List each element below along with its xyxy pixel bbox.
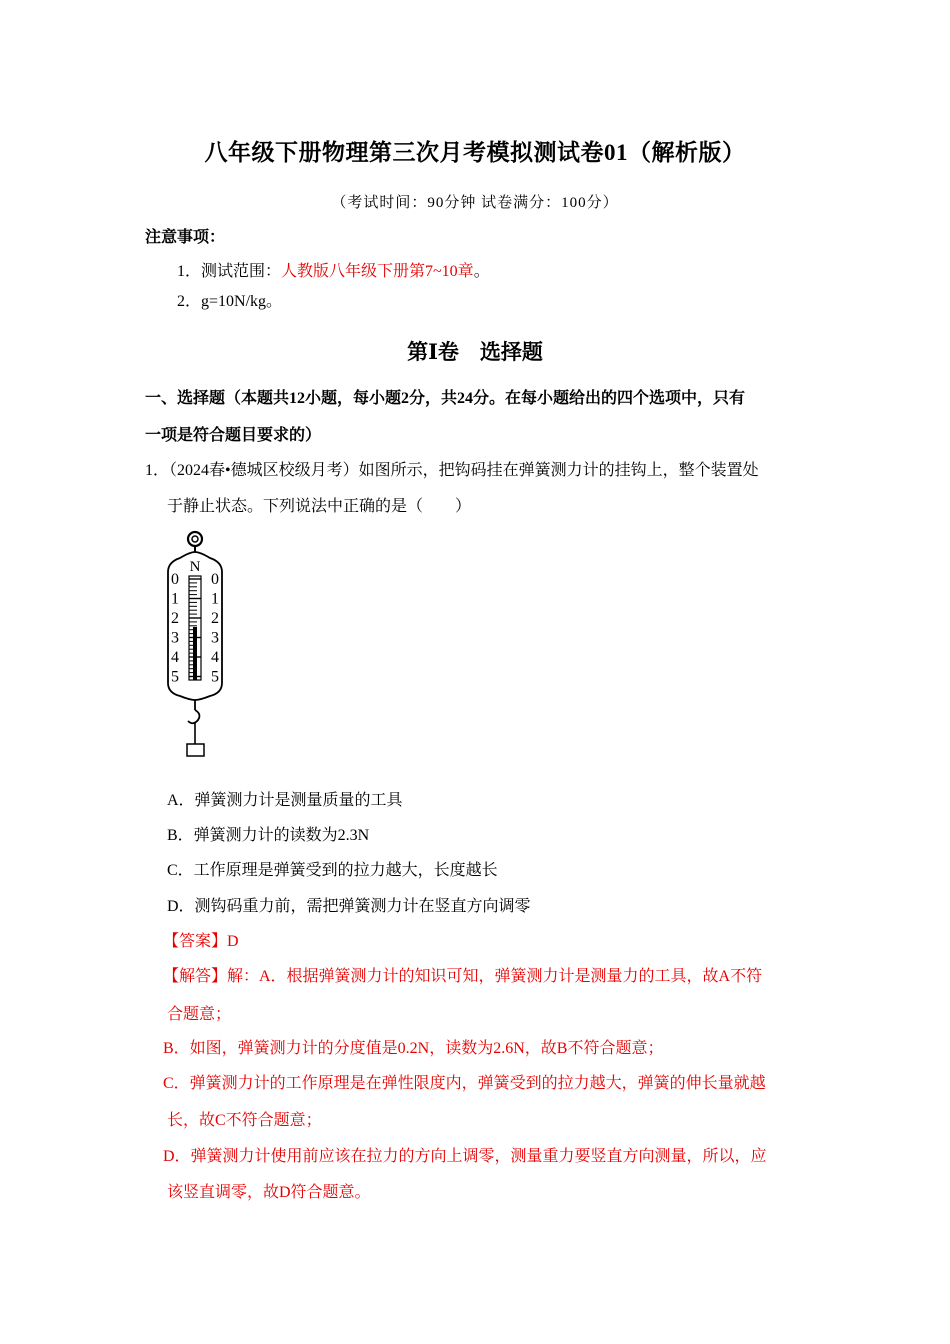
hook [188, 710, 199, 723]
analysis-line-1: 【解答】解：A．根据弹簧测力计的知识可知，弹簧测力计是测量力的工具，故A不符 [163, 968, 763, 985]
scale-numbers-left [171, 571, 179, 686]
analysis-line-7: 该竖直调零，故D符合题意。 [167, 1184, 371, 1201]
spring-scale-figure [160, 528, 232, 766]
option-b: B．弹簧测力计的读数为2.3N [167, 827, 370, 844]
exam-info: （考试时间：90分钟 试卷满分：100分） [331, 195, 619, 211]
analysis-line-4: C．弹簧测力计的工作原理是在弹性限度内，弹簧受到的拉力越大，弹簧的伸长量就越 [163, 1075, 766, 1092]
scale-number-left: 4 [171, 649, 179, 666]
scale-numbers-right [211, 571, 219, 686]
scale-number-right: 2 [211, 610, 219, 627]
part-heading-line-2: 一项是符合题目要求的） [145, 427, 322, 444]
unit-label: N [189, 559, 201, 575]
notes-item-1 [177, 262, 490, 282]
scale-number-left: 1 [171, 590, 179, 608]
notes-item-1-prefix: 1．测试范围： [177, 263, 282, 280]
scale-number-right: 1 [211, 590, 219, 608]
analysis-line-6: D．弹簧测力计使用前应该在拉力的方向上调零，测量重力要竖直方向测量，所以，应 [163, 1148, 767, 1165]
indicator-bar [193, 627, 197, 680]
question-1-stem-line-1: 1．（2024春•德城区校级月考）如图所示，把钩码挂在弹簧测力计的挂钩上，整个装置处 [145, 462, 759, 479]
hook-weight [187, 744, 204, 756]
notes-item-1-scope: 人教版八年级下册第7~10章 [281, 263, 474, 280]
top-ring-inner [192, 536, 198, 542]
answer: 【答案】D [163, 933, 239, 950]
top-ring [188, 532, 202, 546]
notes-heading: 注意事项： [145, 229, 226, 246]
scale-number-right: 3 [211, 629, 219, 647]
analysis-line-3: B．如图，弹簧测力计的分度值是0.2N，读数为2.6N，故B不符合题意； [163, 1040, 664, 1057]
scale-number-right: 5 [211, 668, 219, 686]
option-c: C．工作原理是弹簧受到的拉力越大，长度越长 [167, 862, 498, 879]
question-1-stem-line-2: 于静止状态。下列说法中正确的是（ ） [167, 498, 472, 515]
document-title: 八年级下册物理第三次月考模拟测试卷01（解析版） [204, 140, 746, 165]
analysis-line-5: 长，故C不符合题意； [167, 1112, 322, 1129]
option-a: A．弹簧测力计是测量质量的工具 [167, 792, 403, 809]
scale-number-left: 0 [171, 571, 179, 588]
scale-number-right: 0 [211, 571, 219, 588]
notes-item-2: 2．g=10N/kg。 [177, 293, 283, 310]
section-title: 第Ⅰ卷 选择题 [407, 340, 543, 364]
scale-number-left: 3 [171, 629, 179, 647]
part-heading-line-1: 一、选择题（本题共12小题，每小题2分，共24分。在每小题给出的四个选项中，只有 [145, 390, 746, 407]
scale-number-left: 2 [171, 610, 179, 627]
scale-number-left: 5 [171, 668, 179, 686]
scale-number-right: 4 [211, 649, 219, 666]
option-d: D．测钩码重力前，需把弹簧测力计在竖直方向调零 [167, 898, 531, 915]
analysis-line-2: 合题意； [167, 1006, 232, 1023]
notes-item-1-suffix: 。 [473, 263, 490, 280]
